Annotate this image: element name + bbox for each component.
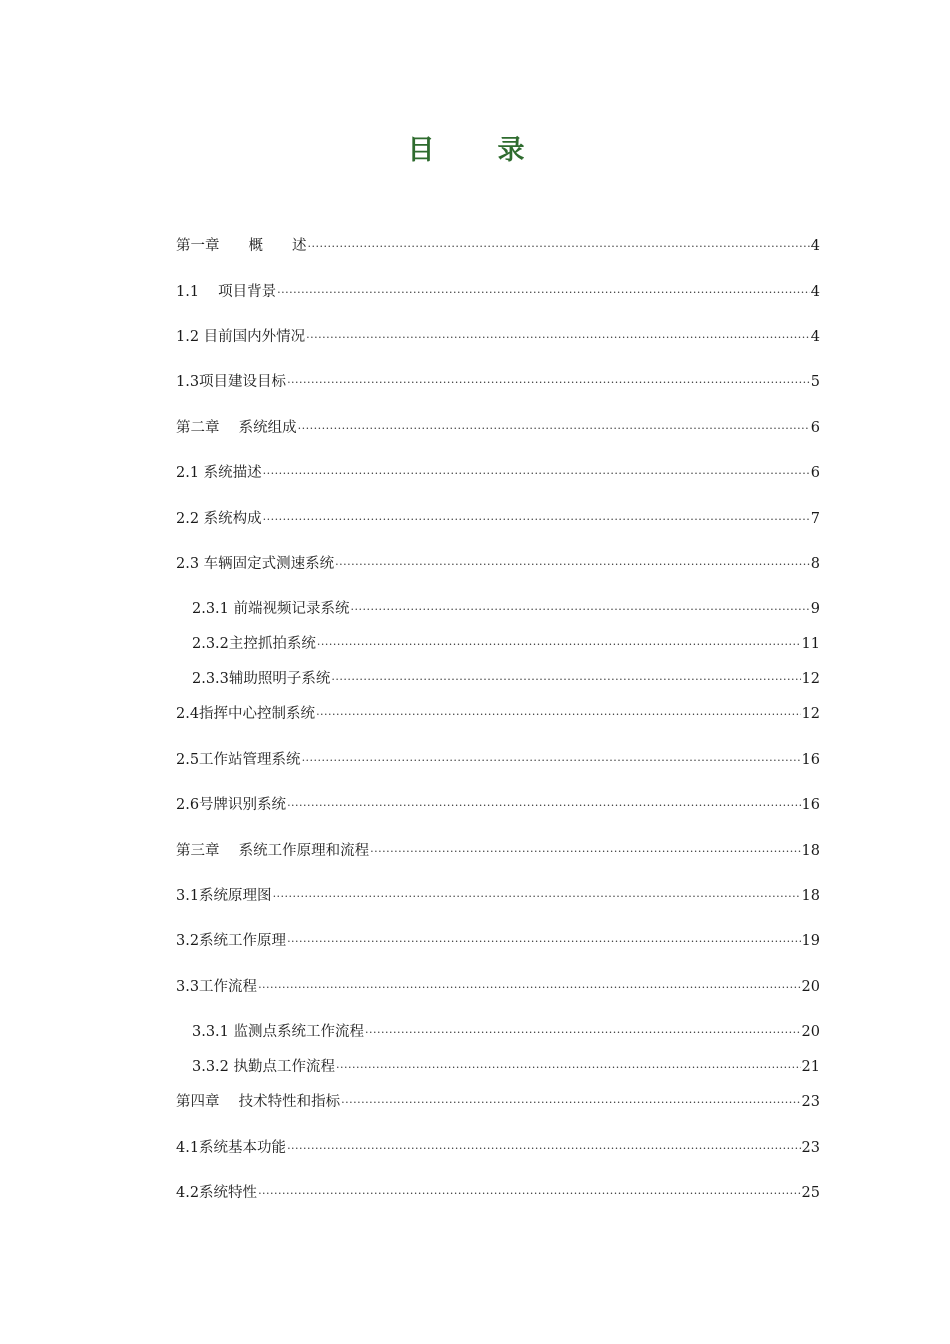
toc-entry-chapter-3[interactable] <box>176 839 820 861</box>
toc-entry-3-3-2[interactable] <box>192 1055 820 1077</box>
toc-entry-4-1[interactable] <box>176 1136 820 1158</box>
toc-leader-dots <box>273 886 801 906</box>
toc-leader-dots <box>263 463 810 483</box>
toc-entry-page: 20 <box>801 979 820 995</box>
toc-leader-dots <box>370 841 800 861</box>
toc-entry-label: 第一章 概 述 <box>176 238 307 254</box>
toc-leader-dots <box>335 554 810 574</box>
toc-entry-2-1[interactable] <box>176 461 820 483</box>
toc-leader-dots <box>263 509 810 529</box>
toc-entry-label: 2.2 系统构成 <box>176 511 262 527</box>
toc-leader-dots <box>308 236 810 256</box>
toc-entry-2-6[interactable] <box>176 793 820 815</box>
toc-entry-label: 1.2 目前国内外情况 <box>176 329 306 345</box>
toc-entry-label: 第四章 技术特性和指标 <box>176 1094 341 1110</box>
toc-entry-page: 25 <box>801 1185 820 1201</box>
toc-entry-label: 1.1 项目背景 <box>176 284 277 300</box>
toc-leader-dots <box>258 1183 800 1203</box>
toc-entry-3-1[interactable] <box>176 884 820 906</box>
toc-leader-dots <box>302 750 801 770</box>
toc-entry-chapter-4[interactable] <box>176 1090 820 1112</box>
toc-entry-page: 6 <box>810 420 820 436</box>
toc-entry-chapter-2[interactable] <box>176 416 820 438</box>
toc-entry-page: 16 <box>801 752 820 768</box>
toc-entry-label: 2.4指挥中心控制系统 <box>176 706 316 722</box>
toc-entry-label: 3.3工作流程 <box>176 979 258 995</box>
toc-leader-dots <box>365 1022 801 1042</box>
toc-entry-label: 3.3.1 监测点系统工作流程 <box>192 1024 365 1040</box>
toc-entry-2-5[interactable] <box>176 748 820 770</box>
toc-leader-dots <box>331 669 800 689</box>
toc-entry-1-3[interactable] <box>176 370 820 392</box>
toc-leader-dots <box>317 634 801 654</box>
toc-entry-page: 19 <box>801 933 820 949</box>
toc-entry-page: 7 <box>810 511 820 527</box>
toc-entry-label: 3.3.2 执勤点工作流程 <box>192 1059 336 1075</box>
toc-entry-page: 18 <box>801 843 820 859</box>
toc-entry-label: 第二章 系统组成 <box>176 420 297 436</box>
toc-entry-chapter-1[interactable] <box>176 234 820 256</box>
toc-entry-label: 2.3.3辅助照明子系统 <box>192 671 331 687</box>
toc-leader-dots <box>287 1138 800 1158</box>
toc-entry-2-2[interactable] <box>176 507 820 529</box>
toc-entry-2-3-1[interactable] <box>192 597 820 619</box>
toc-entry-2-3-2[interactable] <box>192 632 820 654</box>
toc-entry-2-3[interactable] <box>176 552 820 574</box>
toc-leader-dots <box>287 372 810 392</box>
toc-leader-dots <box>316 704 800 724</box>
toc-entry-page: 9 <box>810 601 820 617</box>
toc-entry-page: 6 <box>810 465 820 481</box>
toc-entry-label: 2.1 系统描述 <box>176 465 262 481</box>
toc-entry-label: 4.1系统基本功能 <box>176 1140 287 1156</box>
toc-entry-page: 4 <box>810 329 820 345</box>
toc-entry-3-2[interactable] <box>176 929 820 951</box>
toc-leader-dots <box>306 327 810 347</box>
toc-entry-label: 2.5工作站管理系统 <box>176 752 301 768</box>
toc-entry-label: 4.2系统特性 <box>176 1185 258 1201</box>
toc-entry-2-3-3[interactable] <box>192 667 820 689</box>
toc-entry-label: 2.3 车辆固定式测速系统 <box>176 556 335 572</box>
toc-entry-page: 5 <box>810 374 820 390</box>
toc-entry-page: 23 <box>801 1140 820 1156</box>
toc-leader-dots <box>287 795 800 815</box>
toc-entry-3-3-1[interactable] <box>192 1020 820 1042</box>
toc-leader-dots <box>351 599 810 619</box>
toc-entry-label: 第三章 系统工作原理和流程 <box>176 843 370 859</box>
toc-leader-dots <box>341 1092 800 1112</box>
toc-entry-4-2[interactable] <box>176 1181 820 1203</box>
toc-entry-label: 2.3.1 前端视频记录系统 <box>192 601 350 617</box>
toc-leader-dots <box>336 1057 801 1077</box>
toc-entry-page: 4 <box>810 284 820 300</box>
toc-entry-label: 3.2系统工作原理 <box>176 933 287 949</box>
toc-entry-1-2[interactable] <box>176 325 820 347</box>
toc-leader-dots <box>287 931 800 951</box>
toc-entry-page: 8 <box>810 556 820 572</box>
toc-entry-page: 12 <box>801 706 820 722</box>
toc-leader-dots <box>258 977 800 997</box>
toc-entry-page: 18 <box>801 888 820 904</box>
toc-entry-label: 3.1系统原理图 <box>176 888 272 904</box>
toc-entry-3-3[interactable] <box>176 975 820 997</box>
toc-entry-label: 1.3项目建设目标 <box>176 374 287 390</box>
page-title: 目 录 <box>407 135 543 166</box>
toc-entry-2-4[interactable] <box>176 702 820 724</box>
toc-entry-page: 21 <box>801 1059 820 1075</box>
toc-entry-page: 20 <box>801 1024 820 1040</box>
toc-entry-label: 2.6号牌识别系统 <box>176 797 287 813</box>
toc-entry-page: 23 <box>801 1094 820 1110</box>
toc-entry-label: 2.3.2主控抓拍系统 <box>192 636 316 652</box>
toc-entry-1-1[interactable] <box>176 280 820 302</box>
toc-entry-page: 11 <box>801 636 820 652</box>
toc-entry-page: 4 <box>810 238 820 254</box>
toc-leader-dots <box>298 418 810 438</box>
toc-leader-dots <box>277 282 810 302</box>
toc-entry-page: 16 <box>801 797 820 813</box>
toc-entry-page: 12 <box>801 671 820 687</box>
